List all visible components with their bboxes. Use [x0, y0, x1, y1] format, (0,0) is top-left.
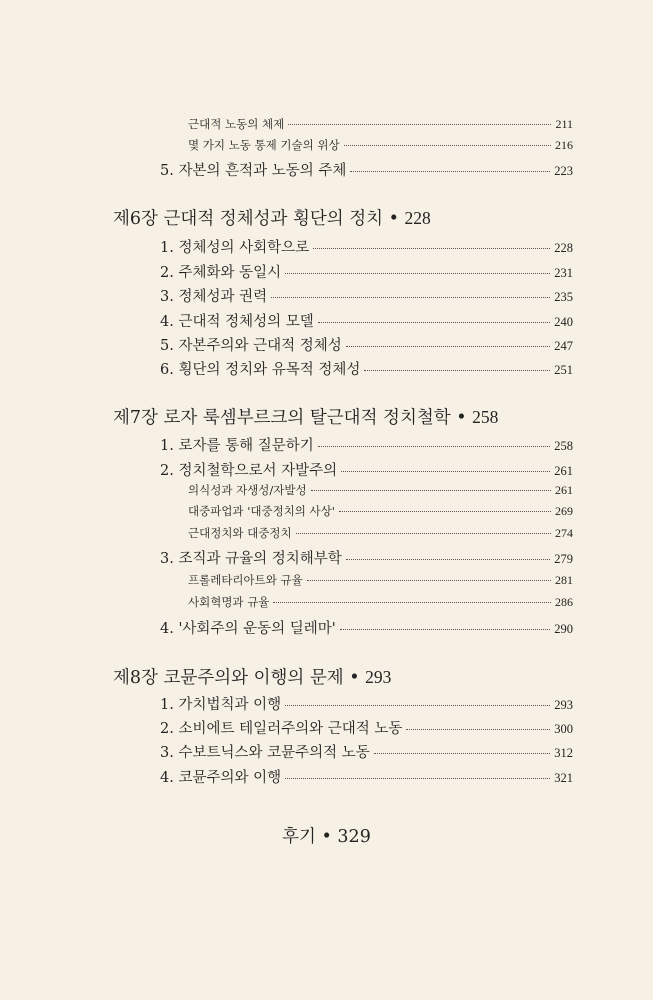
- toc-entry[interactable]: [160, 547, 573, 568]
- chapter-heading[interactable]: [113, 205, 431, 230]
- toc-entry-title: 5. 자본의 흔적과 노동의 주체: [160, 163, 347, 179]
- toc-entry-title: 1. 정체성의 사회학으로: [160, 240, 310, 256]
- toc-entry-page: 261: [554, 464, 573, 478]
- toc-entry[interactable]: [160, 236, 573, 257]
- toc-entry-page: 247: [554, 339, 573, 353]
- toc-entry-page: 223: [554, 164, 573, 178]
- toc-entry[interactable]: [188, 503, 573, 519]
- toc-entry-page: 251: [554, 363, 573, 377]
- chapter-page: 258: [472, 407, 499, 427]
- toc-entry-title: 4. '사회주의 운동의 딜레마': [160, 621, 336, 637]
- leader-dots: [285, 704, 550, 706]
- toc-entry[interactable]: [160, 159, 573, 180]
- leader-dots: [339, 510, 551, 512]
- afterword-page: 329: [337, 827, 371, 847]
- leader-dots: [271, 296, 550, 298]
- leader-dots: [311, 489, 551, 491]
- chapter-bullet: •: [383, 209, 405, 229]
- afterword-bullet: •: [315, 827, 338, 847]
- toc-entry-page: 290: [554, 622, 573, 636]
- toc-entry-title: 3. 정체성과 권력: [160, 289, 268, 305]
- chapter-heading[interactable]: [113, 664, 391, 689]
- leader-dots: [285, 272, 550, 274]
- toc-entry[interactable]: [188, 594, 573, 610]
- chapter-page: 293: [365, 667, 392, 687]
- toc-entry[interactable]: [160, 617, 573, 638]
- afterword-title: 후기: [282, 827, 316, 847]
- toc-entry[interactable]: [160, 766, 573, 787]
- leader-dots: [285, 777, 550, 779]
- chapter-title: 제8장 코뮨주의와 이행의 문제: [113, 668, 344, 688]
- toc-entry-title: 2. 소비에트 테일러주의와 근대적 노동: [160, 721, 403, 737]
- leader-dots: [288, 123, 551, 125]
- toc-entry-page: 274: [555, 526, 573, 540]
- toc-entry-title: 근대적 노동의 체제: [188, 117, 285, 131]
- toc-entry[interactable]: [160, 310, 573, 331]
- toc-entry-page: 231: [554, 266, 573, 280]
- toc-entry[interactable]: [160, 693, 573, 714]
- toc-entry[interactable]: [160, 261, 573, 282]
- toc-entry-title: 4. 근대적 정체성의 모델: [160, 314, 314, 330]
- toc-entry-page: 269: [555, 504, 573, 518]
- leader-dots: [346, 345, 551, 347]
- toc-entry-title: 5. 자본주의와 근대적 정체성: [160, 338, 342, 354]
- toc-entry[interactable]: [160, 717, 573, 738]
- toc-entry-title: 2. 주체화와 동일시: [160, 265, 282, 281]
- toc-entry-title: 6. 횡단의 정치와 유목적 정체성: [160, 362, 361, 378]
- toc-entry[interactable]: [188, 572, 573, 588]
- toc-entry-page: 261: [555, 483, 573, 497]
- toc-entry-title: 4. 코뮨주의와 이행: [160, 770, 282, 786]
- leader-dots: [346, 558, 551, 560]
- toc-entry-title: 사회혁명과 규율: [188, 595, 270, 609]
- toc-entry-page: 211: [555, 117, 573, 131]
- toc-entry-page: 286: [555, 595, 573, 609]
- toc-entry-title: 대중파업과 '대중정치의 사상': [188, 504, 335, 518]
- toc-entry[interactable]: [160, 459, 573, 480]
- leader-dots: [318, 445, 551, 447]
- leader-dots: [341, 470, 550, 472]
- toc-entry-title: 2. 정치철학으로서 자발주의: [160, 463, 338, 479]
- leader-dots: [364, 369, 550, 371]
- chapter-heading[interactable]: [113, 404, 498, 429]
- toc-entry-page: 235: [554, 290, 573, 304]
- toc-entry-page: 312: [554, 746, 573, 760]
- toc-entry-page: 228: [554, 241, 573, 255]
- leader-dots: [340, 628, 551, 630]
- toc-entry-page: 300: [554, 722, 573, 736]
- chapter-page: 228: [404, 208, 431, 228]
- toc-entry-page: 258: [554, 439, 573, 453]
- toc-entry[interactable]: [188, 482, 573, 498]
- chapter-title: 제7장 로자 룩셈부르크의 탈근대적 정치철학: [113, 408, 451, 428]
- toc-entry[interactable]: [188, 116, 573, 132]
- toc-entry-title: 1. 로자를 통해 질문하기: [160, 438, 314, 454]
- toc-entry-page: 293: [554, 698, 573, 712]
- toc-entry[interactable]: [160, 334, 573, 355]
- toc-entry[interactable]: [188, 525, 573, 541]
- leader-dots: [344, 144, 551, 146]
- leader-dots: [296, 532, 551, 534]
- chapter-bullet: •: [450, 408, 473, 428]
- leader-dots: [273, 601, 551, 603]
- leader-dots: [313, 247, 550, 249]
- leader-dots: [318, 321, 551, 323]
- toc-entry-page: 240: [554, 315, 573, 329]
- leader-dots: [406, 728, 550, 730]
- toc-entry-title: 의식성과 자생성/자발성: [188, 483, 307, 497]
- toc-entry-title: 1. 가치법칙과 이행: [160, 697, 282, 713]
- leader-dots: [350, 170, 550, 172]
- leader-dots: [307, 579, 551, 581]
- toc-entry[interactable]: [160, 741, 573, 762]
- toc-entry-page: 279: [554, 552, 573, 566]
- toc-entry-title: 3. 조직과 규율의 정치해부학: [160, 551, 342, 567]
- toc-entry-page: 281: [555, 573, 573, 587]
- toc-entry[interactable]: [188, 137, 573, 153]
- toc-entry-title: 근대정치와 대중정치: [188, 526, 292, 540]
- toc-entry[interactable]: [160, 285, 573, 306]
- toc-entry[interactable]: [160, 358, 573, 379]
- chapter-title: 제6장 근대적 정체성과 횡단의 정치: [113, 209, 384, 229]
- toc-entry-title: 프롤레타리아트와 규율: [188, 573, 303, 587]
- toc-entry[interactable]: [160, 434, 573, 455]
- leader-dots: [374, 752, 550, 754]
- afterword-heading[interactable]: [0, 823, 653, 848]
- chapter-bullet: •: [343, 668, 366, 688]
- toc-entry-title: 3. 수보트닉스와 코뮨주의적 노동: [160, 745, 370, 761]
- toc-entry-title: 몇 가지 노동 통제 기술의 위상: [188, 138, 340, 152]
- toc-entry-page: 321: [554, 771, 573, 785]
- toc-entry-page: 216: [555, 138, 573, 152]
